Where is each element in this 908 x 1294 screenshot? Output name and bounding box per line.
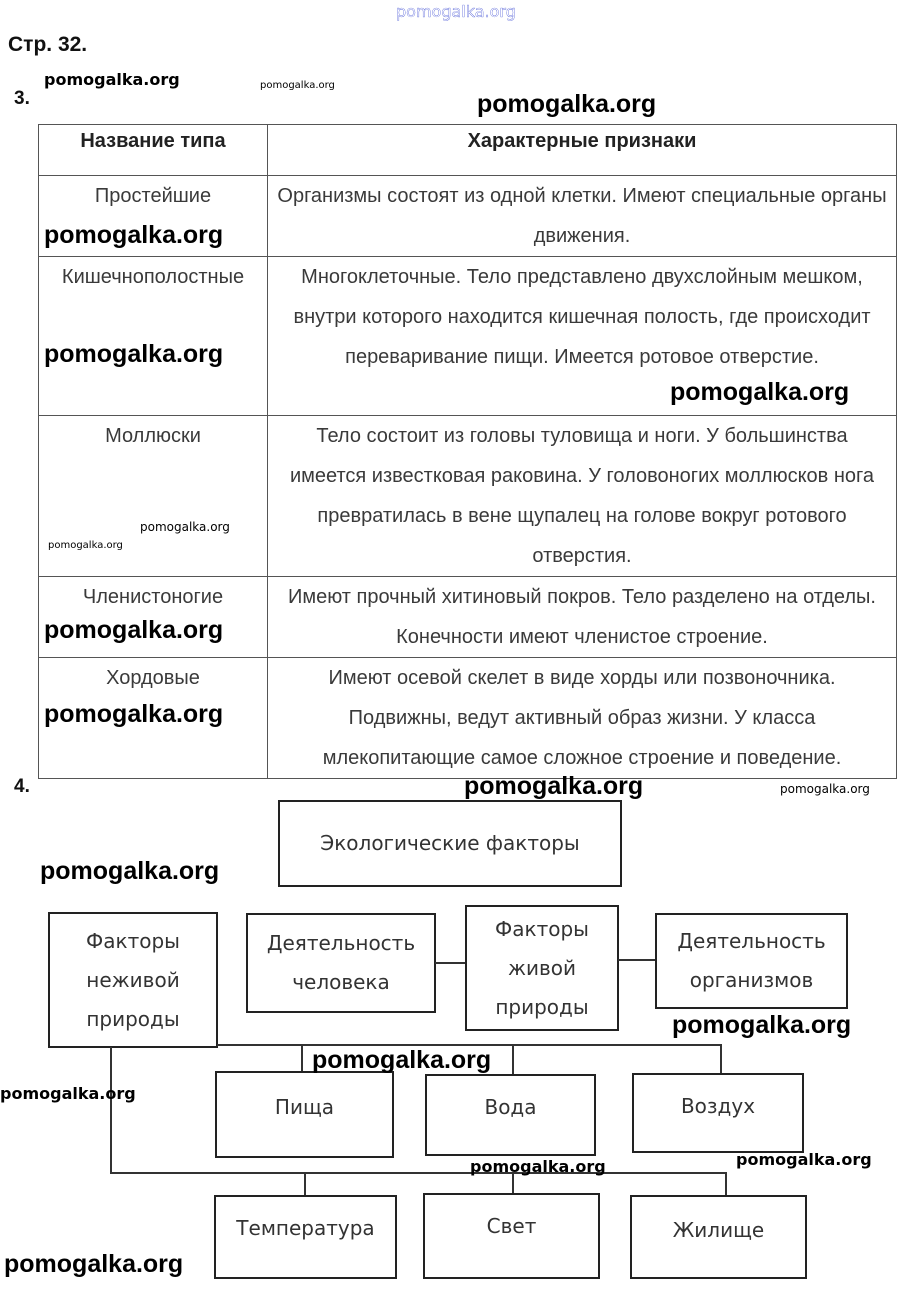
column-header-traits: Характерные признаки: [268, 125, 897, 176]
human-label: Деятельность человека: [266, 931, 416, 994]
connector-line: [304, 1172, 306, 1196]
shelter-label: Жилище: [672, 1218, 765, 1242]
task3-number: 3.: [14, 88, 30, 109]
type-cell: Моллюски: [39, 416, 268, 577]
watermark: pomogalka.org: [44, 340, 224, 368]
water-label: Вода: [484, 1095, 537, 1119]
air-label: Воздух: [680, 1094, 756, 1118]
watermark: pomogalka.org: [140, 520, 230, 534]
biotic-label: Факторы живой природы: [495, 916, 589, 1019]
watermark: pomogalka.org: [464, 772, 644, 800]
table-header-row: [39, 125, 897, 176]
organisms-label: Деятельность организмов: [677, 929, 826, 992]
type-cell: Кишечнополостные: [39, 257, 268, 416]
watermark: pomogalka.org: [312, 1046, 492, 1074]
watermark: pomogalka.org: [736, 1150, 872, 1169]
connector-line: [435, 962, 465, 964]
column-header-type: Название типа: [39, 125, 268, 176]
watermark: pomogalka.org: [44, 700, 224, 728]
site-header-link[interactable]: pomogalka.org: [396, 2, 516, 21]
task4-number: 4.: [14, 776, 30, 797]
organisms-box: [655, 913, 848, 1009]
light-label: Свет: [486, 1214, 537, 1238]
biotic-box: [465, 905, 619, 1031]
watermark: pomogalka.org: [0, 1084, 136, 1103]
connector-line: [725, 1172, 727, 1196]
type-cell: Хордовые: [39, 658, 268, 779]
connector-line: [618, 959, 655, 961]
watermark: pomogalka.org: [477, 90, 657, 118]
connector-line: [720, 1044, 722, 1073]
connector-line: [301, 1044, 303, 1071]
traits-cell: Тело состоит из головы туловища и ноги. У большинства имеется известковая раковина. У головоногих моллюсков нога превратилась в вене щупалец на голове вокруг ротового отверстия.: [268, 416, 897, 577]
watermark: pomogalka.org: [40, 857, 220, 885]
root-box: [278, 800, 622, 887]
watermark: pomogalka.org: [44, 221, 224, 249]
watermark: pomogalka.org: [470, 1157, 606, 1176]
watermark: pomogalka.org: [44, 616, 224, 644]
watermark: pomogalka.org: [670, 378, 850, 406]
watermark: pomogalka.org: [44, 70, 180, 89]
page-label: Стр. 32.: [8, 33, 88, 56]
traits-cell: Организмы состоят из одной клетки. Имеют специальные органы движения.: [268, 176, 897, 257]
air-box: [632, 1073, 804, 1153]
food-box: [215, 1071, 394, 1158]
watermark: pomogalka.org: [4, 1250, 184, 1278]
water-box: [425, 1074, 596, 1156]
watermark: pomogalka.org: [780, 782, 870, 796]
watermark: pomogalka.org: [48, 540, 123, 551]
root-label: Экологические факторы: [320, 831, 580, 855]
table-row: [39, 416, 897, 577]
type-cell: Простейшие: [39, 176, 268, 257]
connector-line: [110, 1047, 112, 1174]
watermark: pomogalka.org: [260, 80, 335, 91]
temperature-box: [214, 1195, 397, 1279]
abiotic-label: Факторы неживой природы: [86, 928, 180, 1031]
connector-line: [110, 1172, 727, 1174]
light-box: [423, 1193, 600, 1279]
temperature-label: Температура: [236, 1216, 375, 1240]
traits-cell: Многоклеточные. Тело представлено двухслойным мешком, внутри которого находится кишечная полость, где происходит переваривание пищи. Имеется ротовое отверстие.: [268, 257, 897, 416]
connector-line: [512, 1044, 514, 1074]
abiotic-box: [48, 912, 218, 1048]
food-label: Пища: [274, 1095, 335, 1119]
human-box: [246, 913, 436, 1013]
watermark: pomogalka.org: [672, 1011, 852, 1039]
type-cell: Членистоногие: [39, 577, 268, 658]
traits-cell: Имеют осевой скелет в виде хорды или позвоночника. Подвижны, ведут активный образ жизни. У класса млекопитающие самое сложное строение и поведение.: [268, 658, 897, 779]
traits-cell: Имеют прочный хитиновый покров. Тело разделено на отделы. Конечности имеют членистое строение.: [268, 577, 897, 658]
shelter-box: [630, 1195, 807, 1279]
